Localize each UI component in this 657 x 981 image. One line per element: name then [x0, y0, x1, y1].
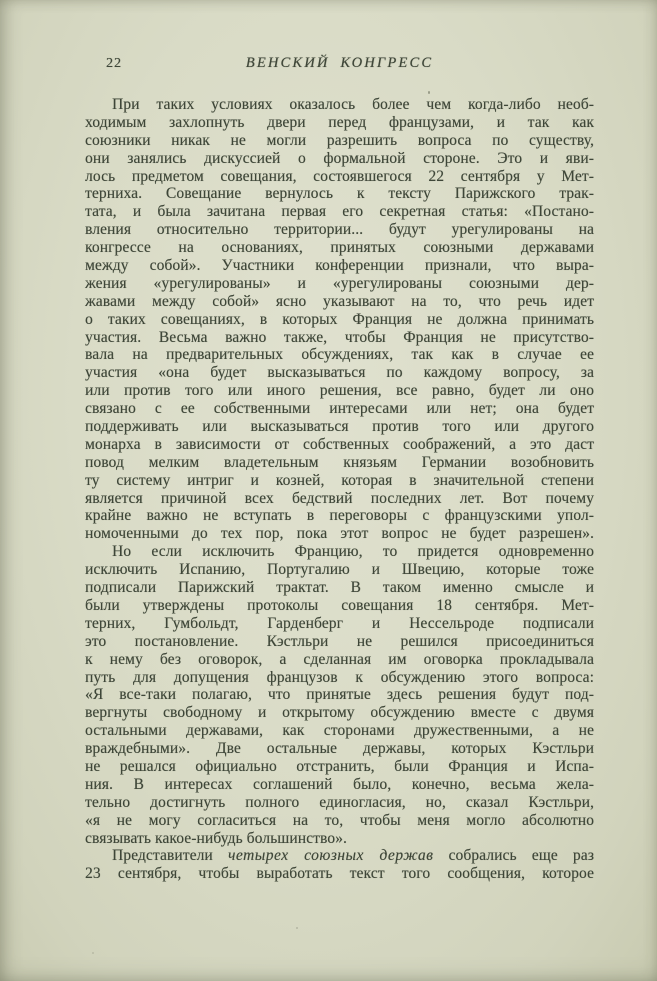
- text-line: монарха в зависимости от собственных соображений, а это даст: [85, 435, 594, 453]
- text-line: терниха. Совещание вернулось к тексту Парижского трак-: [85, 185, 594, 203]
- text-line: лось предметом совещания, состоявшегося 22 сентября у Мет-: [85, 167, 594, 185]
- text-line: участия. Весьма важно также, чтобы Франция не присутство-: [85, 328, 594, 346]
- text-line: ту систему интриг и козней, которая в значительной степени: [85, 471, 594, 489]
- text-line: участия «она будет высказываться по каждому вопросу, за: [85, 364, 594, 382]
- text-line: «Я все-таки полагаю, что принятые здесь решения будут под-: [85, 686, 594, 704]
- text-line: вала на предварительных обсуждениях, так как в случае ее: [85, 346, 594, 364]
- scan-speck: [428, 91, 430, 94]
- text-line: крайне важно не вступать в переговоры с французскими упол-: [85, 507, 594, 525]
- text-segment: Представители: [112, 847, 228, 865]
- text-line: между собой». Участники конференции признали, что выра-: [85, 257, 594, 275]
- text-line: тельно достигнуть полного единогласия, но, сказал Кэстльри,: [85, 793, 594, 811]
- text-line: конгрессе на основаниях, принятых союзными державами: [85, 239, 594, 257]
- text-line: «я не могу согласиться на то, чтобы меня могло абсолютно: [85, 811, 594, 829]
- text-line: [85, 847, 594, 865]
- scan-speck: [92, 952, 94, 954]
- text-line: тата, и была зачитана первая его секретная статья: «Постано-: [85, 203, 594, 221]
- text-line: подписали Парижский трактат. В таком именно смысле и: [85, 579, 594, 597]
- text-line: остальными державами, как сторонами дружественными, а не: [85, 722, 594, 740]
- text-line: 23 сентября, чтобы выработать текст того сообщения, которое: [85, 865, 594, 883]
- text-line: враждебными». Две остальные державы, которых Кэстльри: [85, 740, 594, 758]
- text-line: вергнуты свободному и открытому обсуждению вместе с двумя: [85, 704, 594, 722]
- text-line: ния. В интересах соглашений было, конечно, весьма жела-: [85, 775, 594, 793]
- text-line: не решался официально отстранить, были Франция и Испа-: [85, 757, 594, 775]
- text-line: терних, Гумбольдт, Гарденберг и Нессельроде подписали: [85, 614, 594, 632]
- paragraph: [85, 847, 594, 883]
- text-line: жавами между собой» ясно указывают на то, что речь идет: [85, 292, 594, 310]
- text-line: ходимым захлопнуть двери перед французами, и так как: [85, 113, 594, 131]
- text-line: Но если исключить Францию, то придется одновременно: [112, 543, 594, 561]
- text-line: они занялись дискуссией о формальной стороне. Это и яви-: [85, 149, 594, 167]
- text-line: были утверждены протоколы совещания 18 сентября. Мет-: [85, 596, 594, 614]
- text-line: является причиной всех бедствий последних лет. Вот почему: [85, 489, 594, 507]
- text-line: к нему без оговорок, а сделанная им оговорка прокладывала: [85, 650, 594, 668]
- paragraph: [85, 96, 594, 543]
- running-head: ВЕНСКИЙ КОНГРЕСС: [245, 55, 434, 71]
- text-line: жения «урегулированы» и «урегулированы союзными дер-: [85, 274, 594, 292]
- page-number: 22: [106, 56, 122, 71]
- text-line: или против того или иного решения, все равно, будет ли оно: [85, 382, 594, 400]
- text-line: поддерживать или высказываться против того или другого: [85, 418, 594, 436]
- text-line: о таких совещаниях, в которых Франция не должна принимать: [85, 310, 594, 328]
- body-text: [85, 96, 594, 883]
- text-line: связывать какое-нибудь большинство».: [85, 829, 347, 847]
- text-line: союзники никак не могли разрешить вопроса по существу,: [85, 131, 594, 149]
- text-line: это постановление. Кэстльри не решился присоединиться: [85, 632, 594, 650]
- text-line: вления относительно территории... будут урегулированы на: [85, 221, 594, 239]
- text-line: повод мелким владетельным князьям Германии возобновить: [85, 453, 594, 471]
- paragraph: [85, 543, 594, 847]
- text-segment: собрались еще раз: [433, 847, 594, 865]
- text-line: При таких условиях оказалось более чем когда-либо необ-: [112, 96, 594, 113]
- text-line: исключить Испанию, Португалию и Швецию, которые тоже: [85, 561, 594, 579]
- text-line: номоченными до тех пор, пока этот вопрос не будет разрешен».: [85, 525, 594, 543]
- text-line: связано с ее собственными интересами или нет; она будет: [85, 400, 594, 418]
- emphasis-text: четырех союзных держав: [227, 847, 434, 865]
- text-line: путь для допущения французов к обсуждению этого вопроса:: [85, 668, 594, 686]
- scan-speck: [296, 927, 298, 929]
